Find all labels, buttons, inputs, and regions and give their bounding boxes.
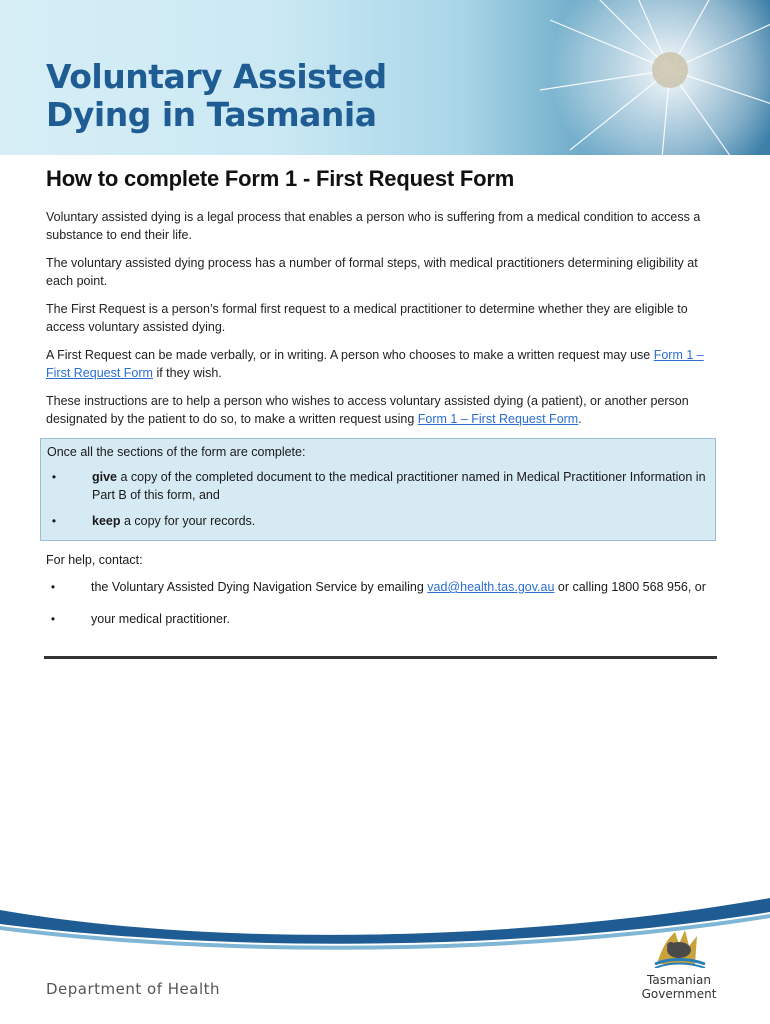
banner-title — [46, 58, 387, 134]
list-item — [47, 468, 709, 504]
help-intro: For help, contact: — [46, 553, 143, 567]
paragraph-intro: Voluntary assisted dying is a legal process that enables a person who is suffering from a medical condition to access a substance to end their life. — [46, 210, 701, 242]
email-link[interactable]: vad@health.tas.gov.au — [427, 580, 555, 594]
department-name: Department of Health — [46, 980, 221, 998]
gov-name-line1: Tasmanian — [647, 973, 711, 987]
section-divider — [44, 656, 717, 659]
callout-list — [47, 468, 709, 530]
list-item-text: a copy for your records. — [120, 514, 256, 528]
list-item — [46, 610, 726, 628]
page-title: How to complete Form 1 - First Request Form — [46, 166, 515, 191]
document-body — [46, 160, 726, 637]
header-banner — [0, 0, 770, 155]
paragraph-text: A First Request can be made verbally, or in writing. A person who chooses to make a written request may use — [46, 348, 654, 362]
paragraph-instructions — [46, 392, 726, 428]
tasmanian-government-logo — [634, 924, 724, 1001]
form1-link[interactable]: Form 1 – First Request Form — [46, 348, 704, 380]
banner-title-line2: Dying in Tasmania — [46, 95, 377, 134]
gov-name-line2: Government — [641, 987, 717, 1001]
form1-link-2[interactable]: Form 1 – First Request Form — [417, 412, 579, 426]
completion-callout — [40, 438, 716, 541]
help-list — [46, 578, 726, 628]
paragraph-first-request: The First Request is a person’s formal first request to a medical practitioner to determine whether they are eligible to access voluntary assisted dying. — [46, 302, 688, 334]
callout-intro: Once all the sections of the form are complete: — [47, 445, 306, 459]
bold-keyword: give — [92, 470, 118, 484]
dandelion-image — [470, 0, 770, 155]
list-item — [47, 512, 709, 530]
paragraph-text: These instructions are to help a person who wishes to access voluntary assisted dying (a patient), or another person designated by the patient to do so, to make a written request using — [46, 394, 689, 426]
bullet-icon: • — [50, 612, 56, 626]
bullet-icon: • — [51, 470, 57, 484]
list-item-text: a copy of the completed document to the medical practitioner named in Medical Practitioner Information in Part B of this form, and — [92, 470, 706, 502]
bold-keyword: keep — [92, 514, 121, 528]
paragraph-text: . — [578, 412, 582, 426]
list-item-text: the Voluntary Assisted Dying Navigation Service by emailing — [91, 580, 428, 594]
paragraph-text: if they wish. — [152, 366, 222, 380]
bullet-icon: • — [51, 514, 57, 528]
bullet-icon: • — [50, 580, 56, 594]
paragraph-written-request — [46, 346, 726, 382]
thylacine-logo-icon — [649, 924, 709, 968]
list-item — [46, 578, 726, 596]
list-item-text: your medical practitioner. — [91, 612, 230, 626]
banner-title-line1: Voluntary Assisted — [46, 57, 387, 96]
list-item-text: or calling 1800 568 956, or — [554, 580, 706, 594]
paragraph-process: The voluntary assisted dying process has a number of formal steps, with medical practitioners determining eligibility at each point. — [46, 256, 698, 288]
